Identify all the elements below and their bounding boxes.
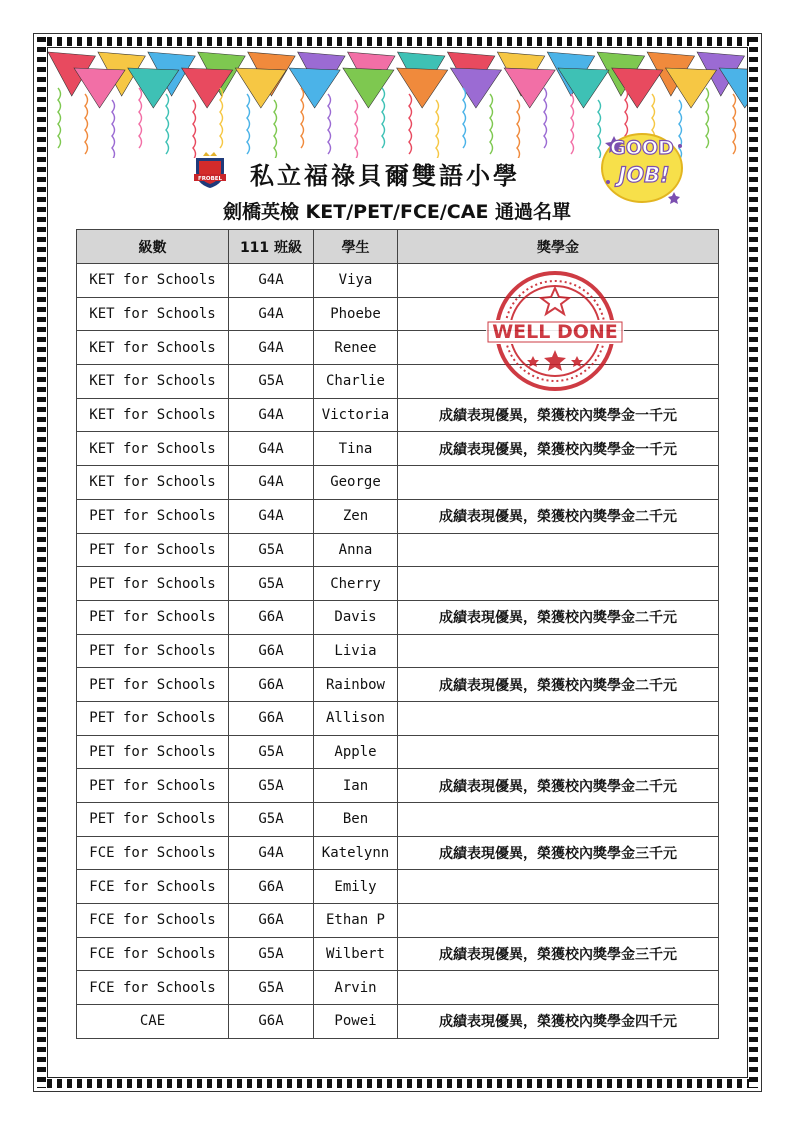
streamer xyxy=(166,94,169,154)
cell-scholarship xyxy=(398,634,719,668)
checker-border-top xyxy=(37,37,758,46)
cell-class: G6A xyxy=(229,1005,314,1039)
streamer xyxy=(355,100,358,158)
cell-scholarship: 成績表現優異，榮獲校內獎學金二千元 xyxy=(398,769,719,803)
table-row xyxy=(77,1005,719,1039)
cell-level: PET for Schools xyxy=(77,567,229,601)
table-row xyxy=(77,499,719,533)
column-header-student: 學生 xyxy=(314,230,398,264)
cell-level: PET for Schools xyxy=(77,769,229,803)
cell-scholarship xyxy=(398,701,719,735)
cell-student: Cherry xyxy=(314,567,398,601)
streamer xyxy=(301,88,304,148)
cell-level: PET for Schools xyxy=(77,735,229,769)
bunting-flag xyxy=(235,68,286,108)
table-row xyxy=(77,971,719,1005)
cell-class: G6A xyxy=(229,904,314,938)
cell-student: Phoebe xyxy=(314,297,398,331)
page-subtitle: 劍橋英檢 KET/PET/FCE/CAE 通過名單 xyxy=(222,201,572,223)
bunting-flag xyxy=(558,68,609,108)
cell-class: G6A xyxy=(229,668,314,702)
streamer xyxy=(571,94,574,154)
streamer xyxy=(328,94,331,154)
cell-class: G5A xyxy=(229,735,314,769)
table-row xyxy=(77,533,719,567)
table-header-row xyxy=(77,230,719,264)
streamer xyxy=(733,94,736,154)
streamer xyxy=(436,100,439,158)
cell-student: Renee xyxy=(314,331,398,365)
cell-scholarship xyxy=(398,971,719,1005)
cell-level: PET for Schools xyxy=(77,701,229,735)
cell-student: Tina xyxy=(314,432,398,466)
checker-border-left xyxy=(37,37,46,1088)
cell-scholarship: 成績表現優異，榮獲校內獎學金三千元 xyxy=(398,937,719,971)
cell-scholarship xyxy=(398,533,719,567)
cell-student: Anna xyxy=(314,533,398,567)
streamer xyxy=(274,100,277,158)
cell-class: G4A xyxy=(229,264,314,298)
bunting-flag xyxy=(343,68,394,108)
cell-student: Davis xyxy=(314,600,398,634)
cell-class: G4A xyxy=(229,499,314,533)
cell-scholarship xyxy=(398,735,719,769)
cell-level: KET for Schools xyxy=(77,365,229,399)
stamp-text: WELL DONE xyxy=(492,321,618,343)
streamer xyxy=(139,88,142,148)
cell-class: G5A xyxy=(229,769,314,803)
cell-level: PET for Schools xyxy=(77,533,229,567)
checker-border-bottom xyxy=(37,1079,758,1088)
cell-scholarship xyxy=(398,870,719,904)
cell-student: Livia xyxy=(314,634,398,668)
cell-class: G5A xyxy=(229,971,314,1005)
cell-level: FCE for Schools xyxy=(77,971,229,1005)
streamer xyxy=(544,88,547,148)
column-header-scholarship: 獎學金 xyxy=(398,230,719,264)
cell-student: Ian xyxy=(314,769,398,803)
cell-class: G5A xyxy=(229,937,314,971)
streamer xyxy=(85,94,88,154)
school-logo-icon xyxy=(190,150,230,190)
cell-student: Katelynn xyxy=(314,836,398,870)
table-row xyxy=(77,668,719,702)
cell-class: G4A xyxy=(229,432,314,466)
cell-student: Arvin xyxy=(314,971,398,1005)
cell-level: PET for Schools xyxy=(77,668,229,702)
cell-student: Allison xyxy=(314,701,398,735)
table-row xyxy=(77,466,719,500)
well-done-stamp xyxy=(486,268,624,394)
cell-level: PET for Schools xyxy=(77,803,229,837)
cell-class: G4A xyxy=(229,836,314,870)
cell-scholarship xyxy=(398,567,719,601)
cell-level: KET for Schools xyxy=(77,398,229,432)
cell-scholarship: 成績表現優異，榮獲校內獎學金二千元 xyxy=(398,499,719,533)
cell-scholarship: 成績表現優異，榮獲校內獎學金四千元 xyxy=(398,1005,719,1039)
streamer xyxy=(220,88,223,148)
cell-scholarship: 成績表現優異，榮獲校內獎學金三千元 xyxy=(398,836,719,870)
cell-student: Emily xyxy=(314,870,398,904)
cell-level: KET for Schools xyxy=(77,466,229,500)
table-row xyxy=(77,870,719,904)
streamer xyxy=(112,100,115,158)
table-row xyxy=(77,836,719,870)
cell-student: Ethan P xyxy=(314,904,398,938)
cell-scholarship: 成績表現優異，榮獲校內獎學金二千元 xyxy=(398,668,719,702)
cell-level: KET for Schools xyxy=(77,297,229,331)
streamer xyxy=(463,88,466,148)
cell-class: G6A xyxy=(229,870,314,904)
table-row xyxy=(77,803,719,837)
streamer xyxy=(382,88,385,148)
streamer xyxy=(409,94,412,154)
cell-scholarship: 成績表現優異，榮獲校內獎學金二千元 xyxy=(398,600,719,634)
cell-class: G5A xyxy=(229,803,314,837)
cell-class: G4A xyxy=(229,466,314,500)
cell-scholarship: 成績表現優異，榮獲校內獎學金一千元 xyxy=(398,432,719,466)
cell-level: KET for Schools xyxy=(77,331,229,365)
cell-level: FCE for Schools xyxy=(77,870,229,904)
cell-student: Wilbert xyxy=(314,937,398,971)
checker-border-right xyxy=(749,37,758,1088)
bunting-flag xyxy=(504,68,555,108)
streamer xyxy=(247,94,250,154)
cell-student: Ben xyxy=(314,803,398,837)
streamer xyxy=(517,100,520,158)
cell-student: Powei xyxy=(314,1005,398,1039)
streamer xyxy=(58,88,61,148)
table-row xyxy=(77,701,719,735)
cell-scholarship xyxy=(398,803,719,837)
cell-level: PET for Schools xyxy=(77,600,229,634)
cell-scholarship xyxy=(398,466,719,500)
good-job-text-2: JOB! xyxy=(618,163,670,187)
cell-class: G6A xyxy=(229,634,314,668)
good-job-badge xyxy=(594,122,690,208)
cell-student: Rainbow xyxy=(314,668,398,702)
cell-student: Charlie xyxy=(314,365,398,399)
cell-level: PET for Schools xyxy=(77,634,229,668)
table-row xyxy=(77,769,719,803)
cell-level: KET for Schools xyxy=(77,432,229,466)
cell-class: G5A xyxy=(229,365,314,399)
bunting-flag xyxy=(397,68,448,108)
cell-class: G4A xyxy=(229,331,314,365)
cell-level: FCE for Schools xyxy=(77,904,229,938)
table-row xyxy=(77,398,719,432)
cell-level: FCE for Schools xyxy=(77,937,229,971)
column-header-class: 111 班級 xyxy=(229,230,314,264)
table-row xyxy=(77,735,719,769)
cell-student: George xyxy=(314,466,398,500)
cell-level: KET for Schools xyxy=(77,264,229,298)
cell-class: G4A xyxy=(229,398,314,432)
table-row xyxy=(77,432,719,466)
cell-level: PET for Schools xyxy=(77,499,229,533)
table-row xyxy=(77,937,719,971)
table-row xyxy=(77,634,719,668)
cell-class: G6A xyxy=(229,600,314,634)
cell-scholarship xyxy=(398,904,719,938)
table-row xyxy=(77,600,719,634)
cell-class: G5A xyxy=(229,567,314,601)
streamer xyxy=(706,88,709,148)
good-job-text-1: GOOD xyxy=(610,137,674,159)
streamer xyxy=(490,94,493,154)
cell-class: G5A xyxy=(229,533,314,567)
column-header-level: 級數 xyxy=(77,230,229,264)
bunting-flag xyxy=(289,68,340,108)
cell-class: G4A xyxy=(229,297,314,331)
table-row xyxy=(77,904,719,938)
bunting-flag xyxy=(450,68,501,108)
cell-student: Victoria xyxy=(314,398,398,432)
cell-scholarship: 成績表現優異，榮獲校內獎學金一千元 xyxy=(398,398,719,432)
cell-class: G6A xyxy=(229,701,314,735)
table-row xyxy=(77,567,719,601)
cell-student: Apple xyxy=(314,735,398,769)
school-name-title: 私立福祿貝爾雙語小學 xyxy=(250,162,520,190)
cell-student: Viya xyxy=(314,264,398,298)
cell-level: CAE xyxy=(77,1005,229,1039)
cell-level: FCE for Schools xyxy=(77,836,229,870)
logo-text: FROBEL xyxy=(197,176,223,182)
cell-student: Zen xyxy=(314,499,398,533)
